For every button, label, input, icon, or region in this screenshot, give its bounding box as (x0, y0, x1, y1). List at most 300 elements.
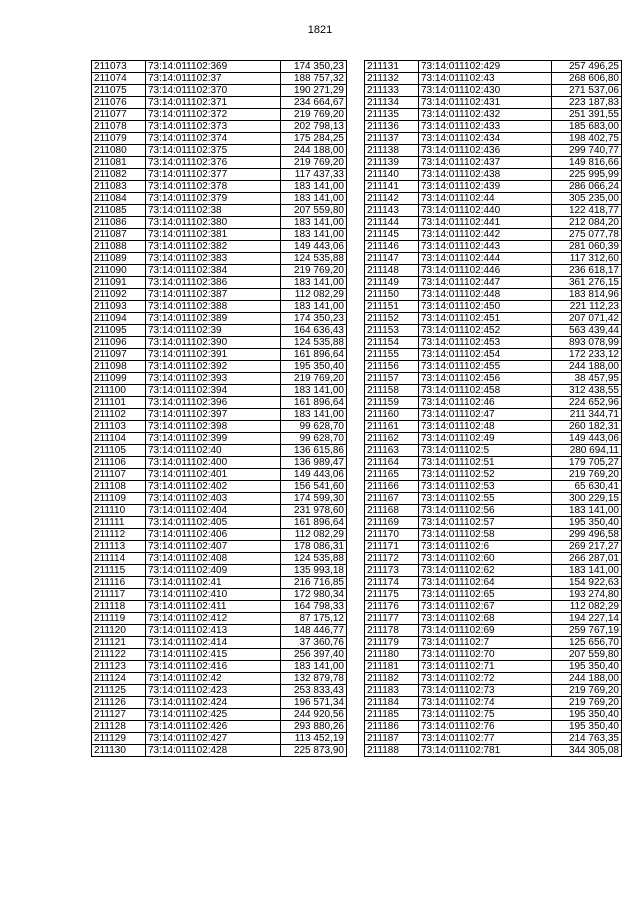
table-row (365, 625, 622, 637)
table-row (365, 637, 622, 649)
cadastral-number-cell: 73:14:011102:416 (146, 661, 281, 673)
cadastral-number-cell: 73:14:011102:43 (419, 73, 552, 85)
table-row (365, 457, 622, 469)
table-row (92, 577, 347, 589)
cadastral-number-cell: 73:14:011102:414 (146, 637, 281, 649)
cadastral-number-cell: 73:14:011102:62 (419, 565, 552, 577)
value-cell: 156 541,60 (281, 481, 347, 493)
table-row (365, 265, 622, 277)
value-cell: 224 652,96 (552, 397, 622, 409)
cadastral-number-cell: 73:14:011102:65 (419, 589, 552, 601)
table-row (365, 385, 622, 397)
value-cell: 312 438,55 (552, 385, 622, 397)
cadastral-number-cell: 73:14:011102:76 (419, 721, 552, 733)
row-number-cell: 211093 (92, 301, 146, 313)
value-cell: 299 740,77 (552, 145, 622, 157)
value-cell: 183 141,00 (281, 217, 347, 229)
table-row (92, 589, 347, 601)
row-number-cell: 211146 (365, 241, 419, 253)
row-number-cell: 211095 (92, 325, 146, 337)
cadastral-number-cell: 73:14:011102:384 (146, 265, 281, 277)
row-number-cell: 211088 (92, 241, 146, 253)
row-number-cell: 211086 (92, 217, 146, 229)
row-number-cell: 211152 (365, 313, 419, 325)
table-row (92, 253, 347, 265)
row-number-cell: 211108 (92, 481, 146, 493)
table-row (365, 97, 622, 109)
cadastral-number-cell: 73:14:011102:373 (146, 121, 281, 133)
value-cell: 112 082,29 (281, 289, 347, 301)
table-row (92, 481, 347, 493)
table-row (365, 721, 622, 733)
value-cell: 214 763,35 (552, 733, 622, 745)
cadastral-number-cell: 73:14:011102:413 (146, 625, 281, 637)
row-number-cell: 211106 (92, 457, 146, 469)
cadastral-number-cell: 73:14:011102:48 (419, 421, 552, 433)
row-number-cell: 211157 (365, 373, 419, 385)
table-row (92, 625, 347, 637)
row-number-cell: 211181 (365, 661, 419, 673)
row-number-cell: 211079 (92, 133, 146, 145)
row-number-cell: 211114 (92, 553, 146, 565)
value-cell: 99 628,70 (281, 421, 347, 433)
table-row (92, 529, 347, 541)
table-row (92, 73, 347, 85)
cadastral-number-cell: 73:14:011102:396 (146, 397, 281, 409)
table-row (365, 421, 622, 433)
cadastral-number-cell: 73:14:011102:369 (146, 61, 281, 73)
cadastral-number-cell: 73:14:011102:438 (419, 169, 552, 181)
cadastral-number-cell: 73:14:011102:455 (419, 361, 552, 373)
value-cell: 183 141,00 (281, 385, 347, 397)
cadastral-number-cell: 73:14:011102:74 (419, 697, 552, 709)
table-row (92, 421, 347, 433)
cadastral-number-cell: 73:14:011102:410 (146, 589, 281, 601)
cadastral-number-cell: 73:14:011102:412 (146, 613, 281, 625)
table-row (92, 169, 347, 181)
table-row (365, 289, 622, 301)
value-cell: 257 496,25 (552, 61, 622, 73)
cadastral-number-cell: 73:14:011102:403 (146, 493, 281, 505)
table-row (365, 349, 622, 361)
table-row (365, 697, 622, 709)
cadastral-number-cell: 73:14:011102:427 (146, 733, 281, 745)
table-row (365, 397, 622, 409)
table-row (92, 409, 347, 421)
row-number-cell: 211156 (365, 361, 419, 373)
cadastral-number-cell: 73:14:011102:46 (419, 397, 552, 409)
cadastral-number-cell: 73:14:011102:371 (146, 97, 281, 109)
row-number-cell: 211091 (92, 277, 146, 289)
value-cell: 175 284,25 (281, 133, 347, 145)
cadastral-number-cell: 73:14:011102:376 (146, 157, 281, 169)
row-number-cell: 211101 (92, 397, 146, 409)
value-cell: 299 496,58 (552, 529, 622, 541)
table-row (92, 157, 347, 169)
value-cell: 99 628,70 (281, 433, 347, 445)
cadastral-number-cell: 73:14:011102:42 (146, 673, 281, 685)
value-cell: 161 896,64 (281, 517, 347, 529)
cadastral-number-cell: 73:14:011102:378 (146, 181, 281, 193)
cadastral-number-cell: 73:14:011102:444 (419, 253, 552, 265)
table-row (365, 529, 622, 541)
value-cell: 149 443,06 (281, 469, 347, 481)
cadastral-number-cell: 73:14:011102:391 (146, 349, 281, 361)
row-number-cell: 211147 (365, 253, 419, 265)
row-number-cell: 211087 (92, 229, 146, 241)
table-row (92, 397, 347, 409)
cadastral-number-cell: 73:14:011102:7 (419, 637, 552, 649)
row-number-cell: 211183 (365, 685, 419, 697)
row-number-cell: 211089 (92, 253, 146, 265)
row-number-cell: 211139 (365, 157, 419, 169)
value-cell: 221 112,23 (552, 301, 622, 313)
row-number-cell: 211159 (365, 397, 419, 409)
value-cell: 212 084,20 (552, 217, 622, 229)
value-cell: 253 833,43 (281, 685, 347, 697)
row-number-cell: 211090 (92, 265, 146, 277)
table-row (365, 109, 622, 121)
row-number-cell: 211126 (92, 697, 146, 709)
table-row (92, 709, 347, 721)
cadastral-number-cell: 73:14:011102:415 (146, 649, 281, 661)
value-cell: 225 873,90 (281, 745, 347, 757)
value-cell: 219 769,20 (281, 157, 347, 169)
cadastral-number-cell: 73:14:011102:446 (419, 265, 552, 277)
left-table (91, 60, 347, 757)
row-number-cell: 211131 (365, 61, 419, 73)
row-number-cell: 211128 (92, 721, 146, 733)
right-table (364, 60, 622, 757)
cadastral-number-cell: 73:14:011102:68 (419, 613, 552, 625)
row-number-cell: 211175 (365, 589, 419, 601)
row-number-cell: 211174 (365, 577, 419, 589)
table-row (365, 493, 622, 505)
row-number-cell: 211141 (365, 181, 419, 193)
table-row (92, 325, 347, 337)
cadastral-number-cell: 73:14:011102:5 (419, 445, 552, 457)
row-number-cell: 211120 (92, 625, 146, 637)
row-number-cell: 211094 (92, 313, 146, 325)
row-number-cell: 211098 (92, 361, 146, 373)
row-number-cell: 211138 (365, 145, 419, 157)
table-row (365, 157, 622, 169)
cadastral-number-cell: 73:14:011102:452 (419, 325, 552, 337)
cadastral-number-cell: 73:14:011102:456 (419, 373, 552, 385)
table-row (365, 409, 622, 421)
table-row (365, 481, 622, 493)
value-cell: 293 880,26 (281, 721, 347, 733)
row-number-cell: 211123 (92, 661, 146, 673)
row-number-cell: 211160 (365, 409, 419, 421)
row-number-cell: 211149 (365, 277, 419, 289)
table-row (92, 697, 347, 709)
row-number-cell: 211099 (92, 373, 146, 385)
cadastral-number-cell: 73:14:011102:431 (419, 97, 552, 109)
table-row (365, 253, 622, 265)
row-number-cell: 211176 (365, 601, 419, 613)
cadastral-number-cell: 73:14:011102:424 (146, 697, 281, 709)
row-number-cell: 211155 (365, 349, 419, 361)
row-number-cell: 211137 (365, 133, 419, 145)
value-cell: 195 350,40 (552, 661, 622, 673)
table-row (92, 133, 347, 145)
row-number-cell: 211168 (365, 505, 419, 517)
row-number-cell: 211113 (92, 541, 146, 553)
cadastral-number-cell: 73:14:011102:377 (146, 169, 281, 181)
table-row (92, 217, 347, 229)
cadastral-number-cell: 73:14:011102:781 (419, 745, 552, 757)
cadastral-number-cell: 73:14:011102:67 (419, 601, 552, 613)
value-cell: 65 630,41 (552, 481, 622, 493)
table-row (365, 553, 622, 565)
cadastral-number-cell: 73:14:011102:383 (146, 253, 281, 265)
table-row (92, 121, 347, 133)
table-row (365, 733, 622, 745)
table-row (365, 613, 622, 625)
table-row (365, 337, 622, 349)
row-number-cell: 211129 (92, 733, 146, 745)
value-cell: 219 769,20 (552, 469, 622, 481)
row-number-cell: 211158 (365, 385, 419, 397)
row-number-cell: 211080 (92, 145, 146, 157)
row-number-cell: 211119 (92, 613, 146, 625)
table-row (92, 85, 347, 97)
value-cell: 183 141,00 (281, 277, 347, 289)
value-cell: 183 141,00 (281, 661, 347, 673)
value-cell: 174 599,30 (281, 493, 347, 505)
table-row (365, 313, 622, 325)
cadastral-number-cell: 73:14:011102:372 (146, 109, 281, 121)
value-cell: 268 606,80 (552, 73, 622, 85)
table-row (92, 661, 347, 673)
cadastral-number-cell: 73:14:011102:6 (419, 541, 552, 553)
cadastral-number-cell: 73:14:011102:404 (146, 505, 281, 517)
table-row (92, 241, 347, 253)
value-cell: 259 767,19 (552, 625, 622, 637)
cadastral-number-cell: 73:14:011102:55 (419, 493, 552, 505)
table-row (365, 649, 622, 661)
value-cell: 112 082,29 (281, 529, 347, 541)
cadastral-number-cell: 73:14:011102:437 (419, 157, 552, 169)
row-number-cell: 211111 (92, 517, 146, 529)
row-number-cell: 211170 (365, 529, 419, 541)
value-cell: 179 705,27 (552, 457, 622, 469)
cadastral-number-cell: 73:14:011102:458 (419, 385, 552, 397)
cadastral-number-cell: 73:14:011102:51 (419, 457, 552, 469)
row-number-cell: 211122 (92, 649, 146, 661)
table-row (92, 733, 347, 745)
cadastral-number-cell: 73:14:011102:407 (146, 541, 281, 553)
cadastral-number-cell: 73:14:011102:454 (419, 349, 552, 361)
table-row (365, 373, 622, 385)
value-cell: 231 978,60 (281, 505, 347, 517)
row-number-cell: 211075 (92, 85, 146, 97)
table-row (365, 541, 622, 553)
cadastral-number-cell: 73:14:011102:406 (146, 529, 281, 541)
row-number-cell: 211103 (92, 421, 146, 433)
value-cell: 164 798,33 (281, 601, 347, 613)
value-cell: 207 071,42 (552, 313, 622, 325)
row-number-cell: 211143 (365, 205, 419, 217)
value-cell: 219 769,20 (552, 697, 622, 709)
cadastral-number-cell: 73:14:011102:75 (419, 709, 552, 721)
value-cell: 172 233,12 (552, 349, 622, 361)
cadastral-number-cell: 73:14:011102:392 (146, 361, 281, 373)
cadastral-number-cell: 73:14:011102:374 (146, 133, 281, 145)
cadastral-number-cell: 73:14:011102:41 (146, 577, 281, 589)
value-cell: 234 664,67 (281, 97, 347, 109)
row-number-cell: 211187 (365, 733, 419, 745)
value-cell: 269 217,27 (552, 541, 622, 553)
row-number-cell: 211133 (365, 85, 419, 97)
cadastral-number-cell: 73:14:011102:53 (419, 481, 552, 493)
value-cell: 244 188,00 (552, 673, 622, 685)
table-row (365, 361, 622, 373)
value-cell: 300 229,15 (552, 493, 622, 505)
cadastral-number-cell: 73:14:011102:71 (419, 661, 552, 673)
cadastral-number-cell: 73:14:011102:60 (419, 553, 552, 565)
table-row (92, 613, 347, 625)
table-row (365, 661, 622, 673)
row-number-cell: 211148 (365, 265, 419, 277)
table-row (92, 301, 347, 313)
value-cell: 893 078,99 (552, 337, 622, 349)
table-row (92, 145, 347, 157)
value-cell: 188 757,32 (281, 73, 347, 85)
row-number-cell: 211105 (92, 445, 146, 457)
value-cell: 244 188,00 (552, 361, 622, 373)
row-number-cell: 211163 (365, 445, 419, 457)
cadastral-number-cell: 73:14:011102:439 (419, 181, 552, 193)
row-number-cell: 211110 (92, 505, 146, 517)
value-cell: 174 350,23 (281, 313, 347, 325)
table-row (365, 433, 622, 445)
value-cell: 211 344,71 (552, 409, 622, 421)
cadastral-number-cell: 73:14:011102:432 (419, 109, 552, 121)
table-row (92, 685, 347, 697)
value-cell: 280 694,11 (552, 445, 622, 457)
cadastral-number-cell: 73:14:011102:405 (146, 517, 281, 529)
table-row (92, 349, 347, 361)
row-number-cell: 211164 (365, 457, 419, 469)
value-cell: 216 716,85 (281, 577, 347, 589)
row-number-cell: 211107 (92, 469, 146, 481)
row-number-cell: 211096 (92, 337, 146, 349)
value-cell: 161 896,64 (281, 349, 347, 361)
cadastral-number-cell: 73:14:011102:77 (419, 733, 552, 745)
row-number-cell: 211184 (365, 697, 419, 709)
value-cell: 207 559,80 (552, 649, 622, 661)
row-number-cell: 211116 (92, 577, 146, 589)
value-cell: 178 086,31 (281, 541, 347, 553)
row-number-cell: 211188 (365, 745, 419, 757)
table-row (365, 181, 622, 193)
value-cell: 149 816,66 (552, 157, 622, 169)
cadastral-number-cell: 73:14:011102:69 (419, 625, 552, 637)
row-number-cell: 211180 (365, 649, 419, 661)
value-cell: 193 274,80 (552, 589, 622, 601)
row-number-cell: 211153 (365, 325, 419, 337)
cadastral-number-cell: 73:14:011102:394 (146, 385, 281, 397)
table-row (92, 277, 347, 289)
table-row (365, 241, 622, 253)
table-row (365, 469, 622, 481)
table-row (92, 637, 347, 649)
row-number-cell: 211144 (365, 217, 419, 229)
table-row (92, 109, 347, 121)
table-row (365, 589, 622, 601)
value-cell: 219 769,20 (281, 265, 347, 277)
row-number-cell: 211186 (365, 721, 419, 733)
value-cell: 164 636,43 (281, 325, 347, 337)
cadastral-number-cell: 73:14:011102:399 (146, 433, 281, 445)
table-row (92, 673, 347, 685)
row-number-cell: 211127 (92, 709, 146, 721)
cadastral-number-cell: 73:14:011102:442 (419, 229, 552, 241)
cadastral-number-cell: 73:14:011102:441 (419, 217, 552, 229)
value-cell: 183 814,96 (552, 289, 622, 301)
value-cell: 190 271,29 (281, 85, 347, 97)
row-number-cell: 211177 (365, 613, 419, 625)
value-cell: 183 141,00 (552, 505, 622, 517)
row-number-cell: 211145 (365, 229, 419, 241)
table-row (92, 745, 347, 757)
value-cell: 251 391,55 (552, 109, 622, 121)
row-number-cell: 211117 (92, 589, 146, 601)
table-row (365, 685, 622, 697)
page-number: 1821 (307, 24, 333, 36)
cadastral-number-cell: 73:14:011102:57 (419, 517, 552, 529)
table-row (365, 301, 622, 313)
cadastral-number-cell: 73:14:011102:434 (419, 133, 552, 145)
row-number-cell: 211102 (92, 409, 146, 421)
cadastral-number-cell: 73:14:011102:379 (146, 193, 281, 205)
value-cell: 148 446,77 (281, 625, 347, 637)
value-cell: 183 141,00 (281, 301, 347, 313)
row-number-cell: 211083 (92, 181, 146, 193)
row-number-cell: 211178 (365, 625, 419, 637)
cadastral-number-cell: 73:14:011102:390 (146, 337, 281, 349)
cadastral-number-cell: 73:14:011102:47 (419, 409, 552, 421)
value-cell: 219 769,20 (552, 685, 622, 697)
value-cell: 154 922,63 (552, 577, 622, 589)
row-number-cell: 211171 (365, 541, 419, 553)
value-cell: 195 350,40 (552, 709, 622, 721)
table-row (92, 373, 347, 385)
cadastral-number-cell: 73:14:011102:425 (146, 709, 281, 721)
row-number-cell: 211182 (365, 673, 419, 685)
cadastral-number-cell: 73:14:011102:381 (146, 229, 281, 241)
value-cell: 195 350,40 (552, 517, 622, 529)
value-cell: 361 276,15 (552, 277, 622, 289)
table-row (92, 505, 347, 517)
table-row (92, 517, 347, 529)
table-row (365, 145, 622, 157)
table-row (365, 445, 622, 457)
value-cell: 563 439,44 (552, 325, 622, 337)
table-row (92, 265, 347, 277)
value-cell: 117 437,33 (281, 169, 347, 181)
value-cell: 266 287,01 (552, 553, 622, 565)
row-number-cell: 211161 (365, 421, 419, 433)
row-number-cell: 211166 (365, 481, 419, 493)
value-cell: 117 312,60 (552, 253, 622, 265)
table-row (365, 673, 622, 685)
value-cell: 124 535,88 (281, 253, 347, 265)
cadastral-number-cell: 73:14:011102:443 (419, 241, 552, 253)
cadastral-number-cell: 73:14:011102:64 (419, 577, 552, 589)
